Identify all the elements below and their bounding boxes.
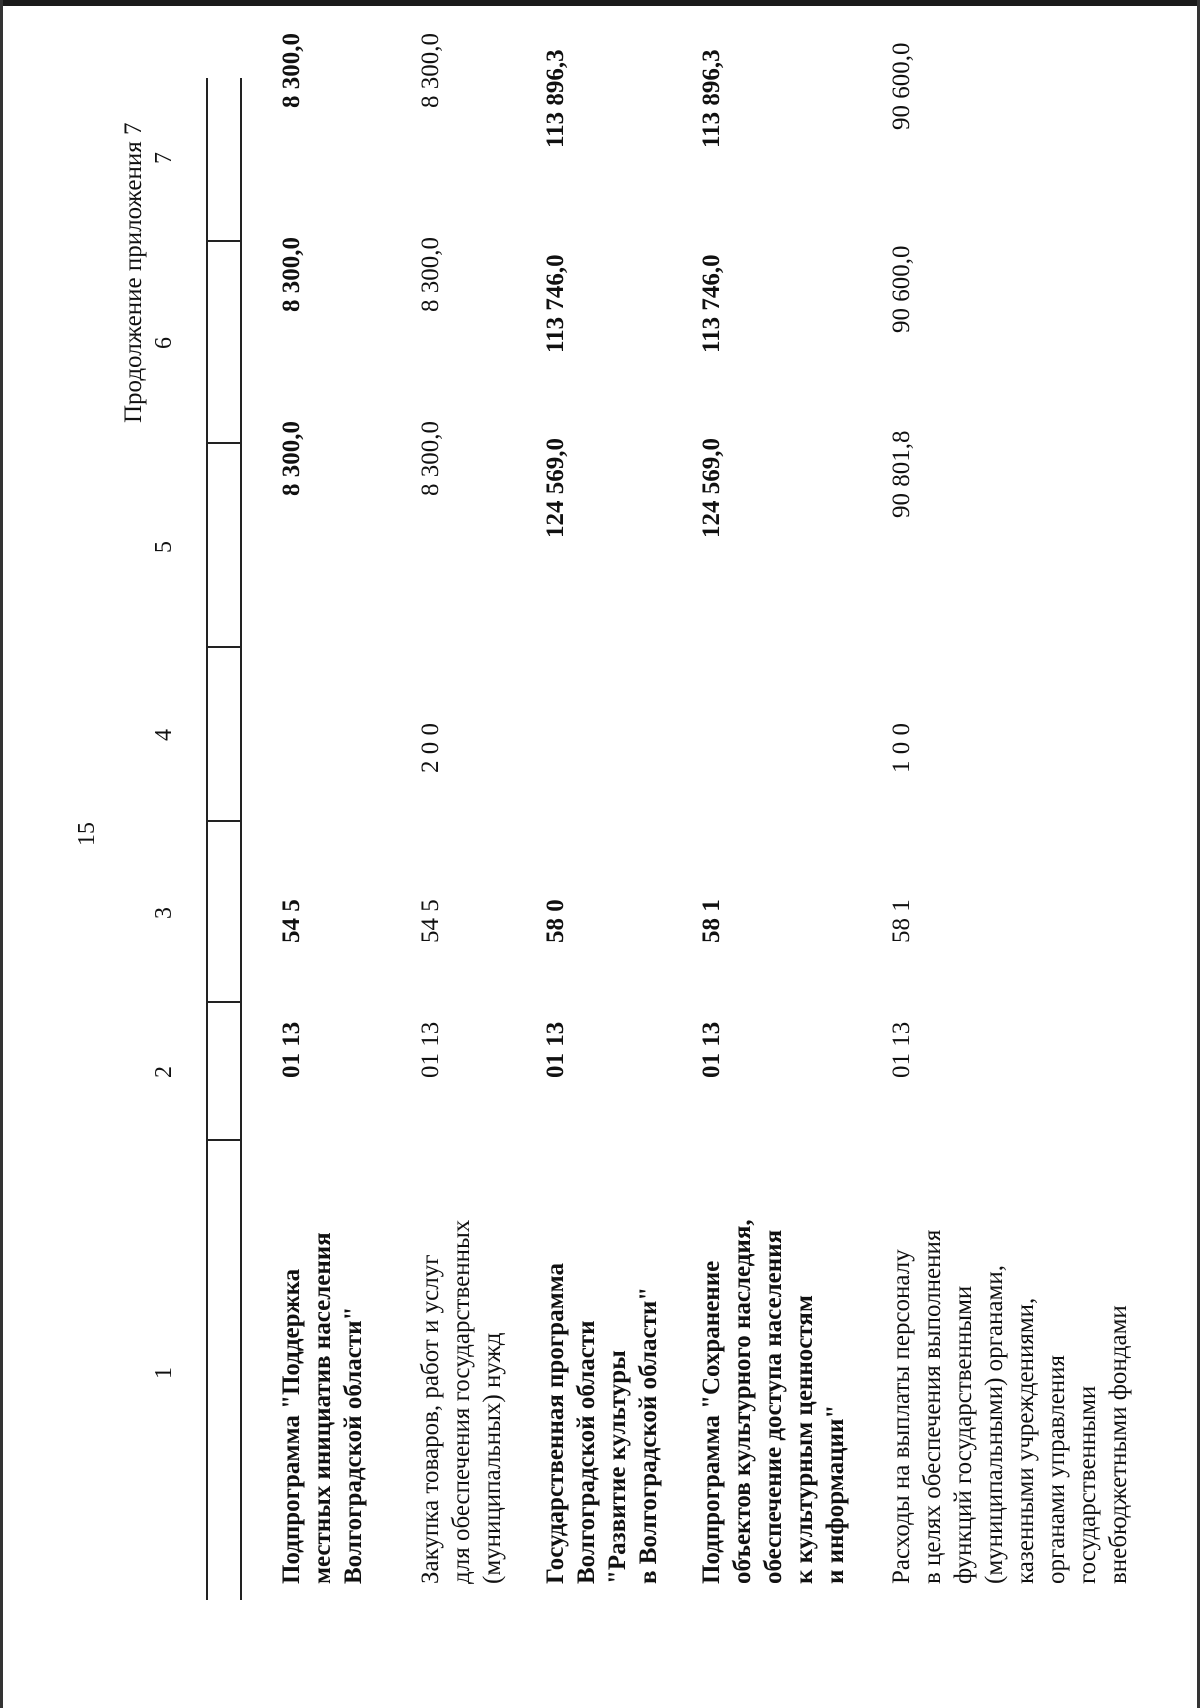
name-line: функций государственными (950, 1285, 977, 1584)
table-top-rule (206, 78, 208, 1600)
name-line: Государственная программа (542, 1263, 569, 1584)
name-line: обеспечение доступа населения (760, 1229, 787, 1584)
row-5-col2: 01 13 (888, 1021, 915, 1078)
name-line: к культурным ценностям (791, 1295, 818, 1584)
name-line: для обеспечения государственных (448, 1219, 475, 1584)
col-divider-4 (206, 647, 240, 649)
row-4-col2: 01 13 (698, 1021, 725, 1078)
name-line: Расходы на выплаты персоналу (888, 1249, 915, 1584)
name-line: объектов культурного наследия, (729, 1219, 756, 1584)
row-2-col7: 8 300,0 (417, 33, 444, 108)
header-col-6: 6 (151, 337, 177, 349)
row-4-col3: 58 1 (698, 899, 725, 943)
continuation-title: Продолжение приложения 7 (120, 122, 147, 423)
name-line: "Развитие культуры (604, 1350, 631, 1584)
row-2-col4: 2 0 0 (417, 723, 444, 773)
row-5-col3: 58 1 (888, 899, 915, 943)
table-header-rule (240, 78, 242, 1600)
row-1-col5: 8 300,0 (278, 421, 305, 496)
name-line: органами управления (1043, 1354, 1070, 1584)
name-line: Волгоградской области (573, 1320, 600, 1584)
row-2-col2: 01 13 (417, 1021, 444, 1078)
name-line: государственными (1074, 1385, 1101, 1584)
col-divider-6 (206, 241, 240, 243)
row-1-col3: 54 5 (278, 899, 305, 943)
row-2-name (415, 1220, 508, 1584)
header-col-4: 4 (151, 729, 177, 741)
header-col-2: 2 (151, 1066, 177, 1078)
name-line: Подпрограмма "Поддержка (278, 1268, 305, 1584)
row-3-name (540, 1263, 664, 1584)
row-1-name (276, 1232, 369, 1584)
row-1-col6: 8 300,0 (278, 237, 305, 312)
name-line: Закупка товаров, работ и услуг (417, 1254, 444, 1584)
row-2-col3: 54 5 (417, 899, 444, 943)
row-3-col6: 113 746,0 (542, 254, 569, 353)
header-col-7: 7 (151, 152, 177, 164)
row-5-col7: 90 600,0 (888, 42, 915, 130)
name-line: (муниципальными) органами, (981, 1265, 1008, 1584)
name-line: и информации" (822, 1404, 849, 1584)
row-3-col3: 58 0 (542, 899, 569, 943)
col-divider-3 (206, 821, 240, 823)
name-line: местных инициатив населения (309, 1232, 336, 1584)
col-divider-1 (206, 1140, 240, 1142)
header-col-1: 1 (151, 1367, 177, 1379)
row-3-col7: 113 896,3 (542, 49, 569, 148)
name-line: Волгоградской области" (340, 1306, 367, 1584)
page-number: 15 (74, 822, 100, 846)
row-5-col4: 1 0 0 (888, 723, 915, 773)
row-3-col5: 124 569,0 (542, 438, 569, 538)
name-line: в целях обеспечения выполнения (919, 1229, 946, 1584)
row-4-col6: 113 746,0 (698, 254, 725, 353)
name-line: Подпрограмма "Сохранение (698, 1260, 725, 1584)
row-1-col7: 8 300,0 (278, 33, 305, 108)
row-4-col5: 124 569,0 (698, 438, 725, 538)
row-5-name (886, 1230, 1134, 1584)
row-4-col7: 113 896,3 (698, 49, 725, 148)
row-2-col5: 8 300,0 (417, 421, 444, 496)
name-line: в Волгоградской области" (635, 1286, 662, 1584)
header-col-3: 3 (151, 907, 177, 919)
row-2-col6: 8 300,0 (417, 237, 444, 312)
row-5-col5: 90 801,8 (888, 430, 915, 518)
row-3-col2: 01 13 (542, 1021, 569, 1078)
name-line: (муниципальных) нужд (479, 1332, 506, 1584)
col-divider-2 (206, 1002, 240, 1004)
name-line: внебюджетными фондами (1105, 1305, 1132, 1584)
name-line: казенными учреждениями, (1012, 1297, 1039, 1584)
col-divider-5 (206, 443, 240, 445)
row-5-col6: 90 600,0 (888, 245, 915, 333)
row-4-name (696, 1219, 851, 1584)
row-1-col2: 01 13 (278, 1021, 305, 1078)
header-col-5: 5 (151, 541, 177, 553)
